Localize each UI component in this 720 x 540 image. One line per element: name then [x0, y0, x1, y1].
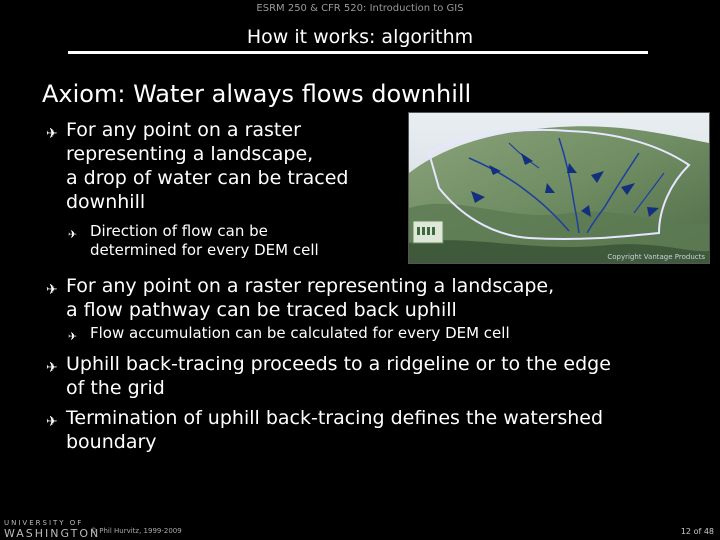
- bullet-icon: ✈: [46, 282, 58, 298]
- bullet-line: representing a landscape,: [66, 143, 314, 165]
- bullet-4-text: [66, 406, 603, 454]
- bullet-line: Uphill back-tracing proceeds to a ridgeline or to the edge: [66, 353, 611, 375]
- sub-bullet-1-text: [90, 222, 319, 260]
- bullet-line: boundary: [66, 431, 157, 453]
- bullet-icon: ✈: [46, 126, 58, 142]
- university-logo: [4, 519, 100, 540]
- course-title: ESRM 250 & CFR 520: Introduction to GIS: [256, 3, 464, 14]
- bullet-line: Termination of uphill back-tracing defines the watershed: [66, 407, 604, 429]
- axiom-heading: Axiom: Water always flows downhill: [42, 80, 472, 108]
- logo-bottom-text: WASHINGTON: [4, 527, 101, 540]
- sub-bullet-line: Direction of flow can be: [90, 222, 268, 240]
- bullet-icon: ✈: [46, 414, 58, 430]
- sub-bullet-2-text: [90, 324, 510, 343]
- bullet-line: a flow pathway can be traced back uphill: [66, 299, 457, 321]
- sub-bullet-line: Flow accumulation can be calculated for every DEM cell: [90, 324, 510, 342]
- bullet-line: of the grid: [66, 377, 165, 399]
- logo-top-text: UNIVERSITY OF: [4, 519, 84, 527]
- bullet-1-text: [66, 118, 348, 214]
- sub-bullet-icon: ✈: [68, 330, 78, 343]
- bullet-line: For any point on a raster representing a landscape,: [66, 275, 555, 297]
- page-number: 12 of 48: [680, 527, 714, 536]
- copyright: © Phil Hurvitz, 1999-2009: [90, 527, 182, 535]
- bullet-line: downhill: [66, 191, 146, 213]
- watershed-terrain-image: [408, 112, 710, 264]
- terrain-illustration: [409, 113, 709, 263]
- bullet-line: For any point on a raster: [66, 119, 301, 141]
- sub-bullet-line: determined for every DEM cell: [90, 241, 319, 259]
- bullet-2-text: [66, 274, 554, 322]
- bullet-3-text: [66, 352, 611, 400]
- title-rule: [68, 51, 648, 54]
- bullet-line: a drop of water can be traced: [66, 167, 349, 189]
- bullet-icon: ✈: [46, 360, 58, 376]
- sub-bullet-icon: ✈: [68, 228, 78, 241]
- slide-title: How it works: algorithm: [246, 26, 474, 48]
- image-credit: Copyright Vantage Products: [607, 253, 705, 261]
